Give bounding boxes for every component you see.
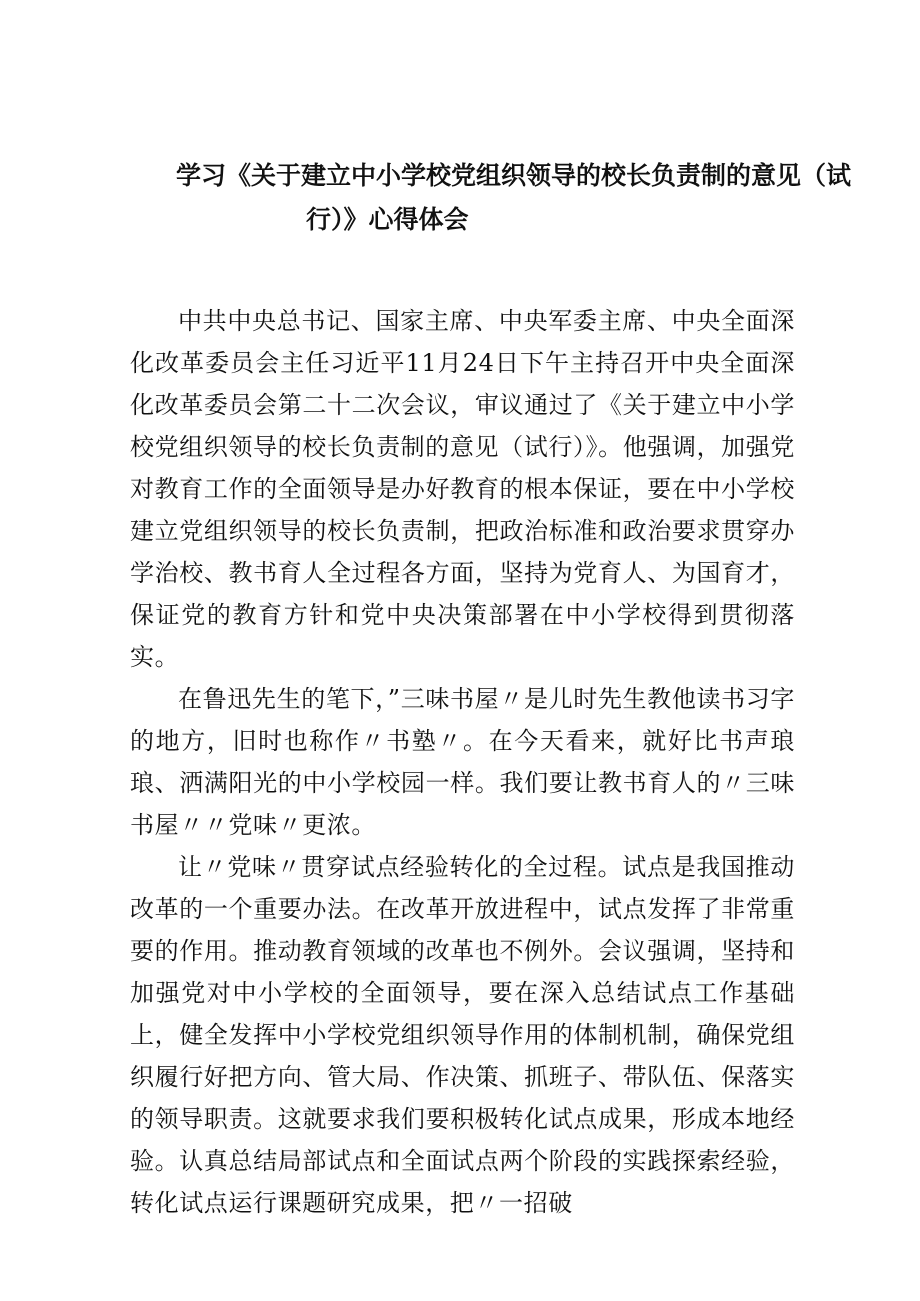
title-line-1: 学习《关于建立中小学校党组织领导的校长负责制的意见（试: [176, 161, 852, 190]
document-title: [176, 154, 852, 242]
paragraph-1: 中共中央总书记、国家主席、中央军委主席、中央全面深化改革委员会主任习近平11月24日下午主持召开中央全面深化改革委员会第二十二次会议，审议通过了《关于建立中小学校党组织领导的校长负责制的意见（试行）》。他强调，加强党对教育工作的全面领导是办好教育的根本保证，要在中小学校建立党组织领导的校长负责制，把政治标准和政治要求贯穿办学治校、教书育人全过程各方面，坚持为党育人、为国育才，保证党的教育方针和党中央决策部署在中小学校得到贯彻落实。: [130, 307, 795, 671]
document-body: [130, 300, 795, 1224]
title-line-2: 行）》心得体会: [306, 205, 469, 234]
paragraph-2: 在鲁迅先生的笔下，”三味书屋〃是儿时先生教他读书习字的地方，旧时也称作〃书塾〃。在今天看来，就好比书声琅琅、洒满阳光的中小学校园一样。我们要让教书育人的〃三味书屋〃〃党味〃更浓。: [130, 685, 795, 839]
paragraph-3: 让〃党味〃贯穿试点经验转化的全过程。试点是我国推动改革的一个重要办法。在改革开放进程中，试点发挥了非常重要的作用。推动教育领域的改革也不例外。会议强调，坚持和加强党对中小学校的全面领导，要在深入总结试点工作基础上，健全发挥中小学校党组织领导作用的体制机制，确保党组织履行好把方向、管大局、作决策、抓班子、带队伍、保落实的领导职责。这就要求我们要积极转化试点成果，形成本地经验。认真总结局部试点和全面试点两个阶段的实践探索经验，转化试点运行课题研究成果，把〃一招破: [130, 853, 795, 1217]
